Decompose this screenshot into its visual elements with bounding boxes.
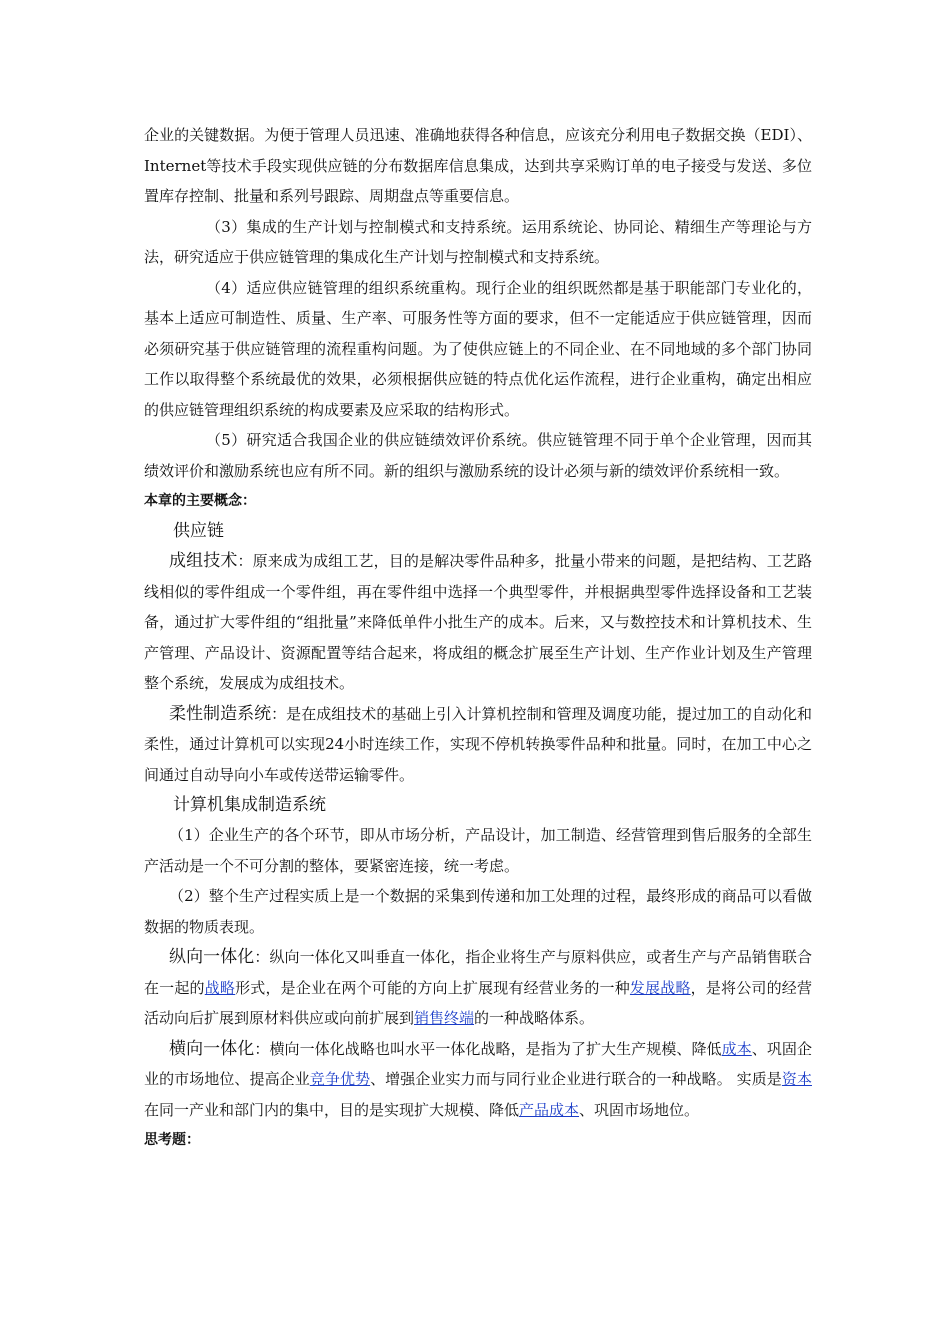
cims-point-1: （1）企业生产的各个环节，即从市场分析，产品设计，加工制造、经营管理到售后服务的全部生产活动是一个不可分割的整体，要紧密连接，统一考虑。 bbox=[144, 826, 812, 875]
concept-vertical-integration bbox=[144, 942, 812, 1034]
vi-text-b: 形式，是企业在两个可能的方向上扩展现有经营业务的一种 bbox=[235, 978, 630, 997]
concept-group-technology bbox=[144, 546, 812, 699]
definition-fms: ：是在成组技术的基础上引入计算机控制和管理及调度功能，提过加工的自动化和柔性，通过计算机可以实现24小时连续工作，实现不停机转换零件品种和批量。同时，在加工中心之间通过自动导向小车或传送带运输零件。 bbox=[144, 704, 813, 784]
hi-text-e: 、巩固市场地位。 bbox=[579, 1100, 700, 1119]
document-page bbox=[144, 120, 812, 1155]
paragraph-production-planning: （3）集成的生产计划与控制模式和支持系统。运用系统论、协同论、精细生产等理论与方法，研究适应于供应链管理的集成化生产计划与控制模式和支持系统。 bbox=[144, 217, 812, 266]
term-horizontal-integration: 横向一体化 bbox=[169, 1038, 255, 1059]
term-vertical-integration: 纵向一体化 bbox=[169, 947, 255, 967]
link-development-strategy[interactable]: 发展战略 bbox=[629, 978, 691, 997]
concept-horizontal-integration bbox=[144, 1034, 812, 1126]
link-capital[interactable]: 资本 bbox=[781, 1070, 812, 1088]
section-heading-questions: 思考题： bbox=[144, 1132, 200, 1148]
link-product-cost[interactable]: 产品成本 bbox=[519, 1100, 580, 1119]
vi-text-d: 的一种战略体系。 bbox=[474, 1009, 595, 1027]
term-group-technology: 成组技术 bbox=[169, 551, 238, 571]
link-sales-terminal[interactable]: 销售终端 bbox=[414, 1009, 475, 1027]
paragraph-performance-evaluation: （5）研究适合我国企业的供应链绩效评价系统。供应链管理不同于单个企业管理，因而其绩效评价和激励系统也应有所不同。新的组织与激励系统的设计必须与新的绩效评价系统相一致。 bbox=[144, 431, 812, 480]
section-heading-key-concepts: 本章的主要概念： bbox=[144, 493, 256, 509]
concept-fms bbox=[144, 699, 812, 791]
link-strategy[interactable]: 战略 bbox=[204, 978, 236, 997]
definition-group-technology: ：原来成为成组工艺，目的是解决零件品种多，批量小带来的问题，是把结构、工艺路线相似的零件组成一个零件组，再在零件组中选择一个典型零件，并根据典型零件选择设备和工艺装备，通过扩大零件组的“组批量”来降低单件小批生产的成本。后来，又与数控技术和计算机技术、生产管理、产品设计、资源配置等结合起来，将成组的概念扩展至生产计划、生产作业计划及生产管理整个系统，发展成为成组技术。 bbox=[144, 552, 813, 692]
paragraph-data-integration: 企业的关键数据。为便于管理人员迅速、准确地获得各种信息，应该充分利用电子数据交换（EDI）、Internet等技术手段实现供应链的分布数据库信息集成，达到共享采购订单的电子接受与发送、多位置库存控制、批量和系列号跟踪、周期盘点等重要信息。 bbox=[144, 126, 812, 205]
cims-point-2: （2）整个生产过程实质上是一个数据的采集到传递和加工处理的过程，最终形成的商品可以看做数据的物质表现。 bbox=[144, 887, 812, 936]
hi-text-b: 、巩固企业的市场地位、提高企业 bbox=[144, 1039, 812, 1088]
link-competitive-advantage[interactable]: 竞争优势 bbox=[309, 1070, 371, 1088]
concept-cims-title: 计算机集成制造系统 bbox=[173, 795, 326, 815]
hi-text-c: 、增强企业实力而与同行业企业进行联合的一种战略。 实质是 bbox=[370, 1070, 782, 1088]
paragraph-organization-restructure: （4）适应供应链管理的组织系统重构。现行企业的组织既然都是基于职能部门专业化的，基本上适应可制造性、质量、生产率、可服务性等方面的要求，但不一定能适应于供应链管理，因而必须研究基于供应链管理的流程重构问题。为了使供应链上的不同企业、在不同地域的多个部门协同工作以取得整个系统最优的效果，必须根据供应链的特点优化运作流程，进行企业重构，确定出相应的供应链管理组织系统的构成要素及应采取的结构形式。 bbox=[144, 278, 812, 419]
term-fms: 柔性制造系统 bbox=[169, 703, 272, 724]
concept-supply-chain: 供应链 bbox=[173, 521, 224, 541]
hi-text-d: 在同一产业和部门内的集中，目的是实现扩大规模、降低 bbox=[144, 1100, 520, 1119]
vi-text-a: ：纵向一体化又叫垂直一体化，指企业将生产与原料供应，或者生产与产品销售联合在一起的 bbox=[144, 948, 812, 997]
vi-text-c: ，是将公司的经营活动向后扩展到原材料供应或向前扩展到 bbox=[144, 978, 812, 1027]
hi-text-a: ：横向一体化战略也叫水平一体化战略，是指为了扩大生产规模、降低 bbox=[254, 1039, 722, 1058]
link-cost[interactable]: 成本 bbox=[721, 1039, 752, 1058]
